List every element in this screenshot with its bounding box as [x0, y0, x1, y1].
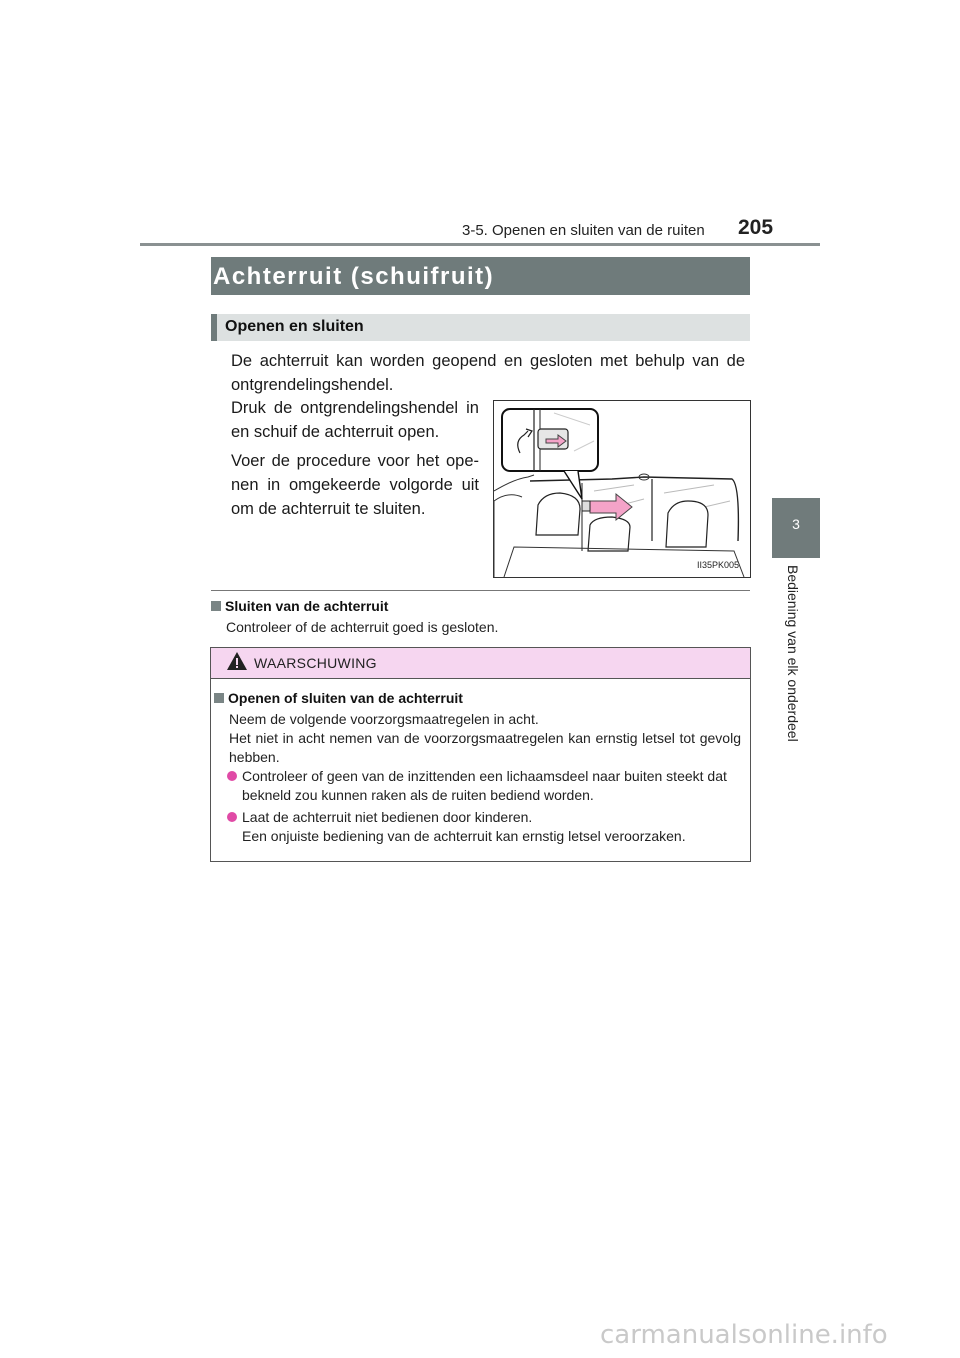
figure-caption: II35PK005: [697, 560, 740, 570]
rear-window-illustration: [494, 401, 750, 577]
warning-bullet-text: [242, 808, 742, 846]
note-text: Controleer of de achterruit goed is gesloten.: [226, 619, 499, 635]
warning-triangle-icon: [226, 650, 248, 677]
page-title: Achterruit (schuifruit): [213, 263, 495, 290]
square-bullet-icon: [214, 693, 224, 703]
warning-bullet-line1: Laat de achterruit niet bedienen door kinderen.: [242, 809, 533, 825]
watermark: carmanualsonline.info: [600, 1320, 888, 1350]
warning-bullet: [227, 767, 744, 807]
warning-bullet-text: Controleer of geen van de inzittenden een lichaamsdeel naar buiten steekt dat bekneld zou kunnen raken als de ruiten bediend worden.: [242, 768, 727, 803]
warning-text-line2: Het niet in acht nemen van de voorzorgsmaatregelen kan ernstig letsel tot gevolg hebben.: [229, 730, 741, 765]
chapter-number: 3: [792, 516, 800, 532]
section-header: 3-5. Openen en sluiten van de ruiten: [462, 222, 705, 239]
bullet-dot-icon: [227, 771, 237, 781]
subheading-accent: [211, 314, 217, 341]
instruction-close: Voer de procedure voor het ope-nen in omgekeerde volgorde uit om de achterruit te sluiten.: [231, 452, 479, 518]
bullet-dot-icon: [227, 812, 237, 822]
section-divider: [211, 590, 750, 591]
warning-heading-text: Openen of sluiten van de achterruit: [228, 690, 463, 706]
intro-paragraph: De achterruit kan worden geopend en gesloten met behulp van de ontgrendelingshendel.: [231, 352, 745, 394]
warning-text: [229, 710, 741, 767]
page-number: 205: [738, 216, 774, 239]
warning-text-line1: Neem de volgende voorzorgsmaatregelen in acht.: [229, 711, 539, 727]
warning-heading: [214, 690, 463, 706]
note-heading-text: Sluiten van de achterruit: [225, 598, 389, 614]
warning-title: WAARSCHUWING: [254, 655, 377, 671]
note-heading: [211, 598, 388, 614]
instruction-open: Druk de ontgrendelingshendel in en schuif de achterruit open.: [231, 399, 479, 441]
square-bullet-icon: [211, 601, 221, 611]
header-divider: [140, 243, 820, 246]
chapter-label: Bediening van elk onderdeel: [785, 565, 801, 742]
rear-window-figure: [493, 400, 751, 578]
subheading: Openen en sluiten: [225, 318, 364, 335]
warning-bullet-line2: Een onjuiste bediening van de achterruit kan ernstig letsel veroorzaken.: [242, 828, 686, 844]
warning-bullet: [227, 808, 744, 848]
